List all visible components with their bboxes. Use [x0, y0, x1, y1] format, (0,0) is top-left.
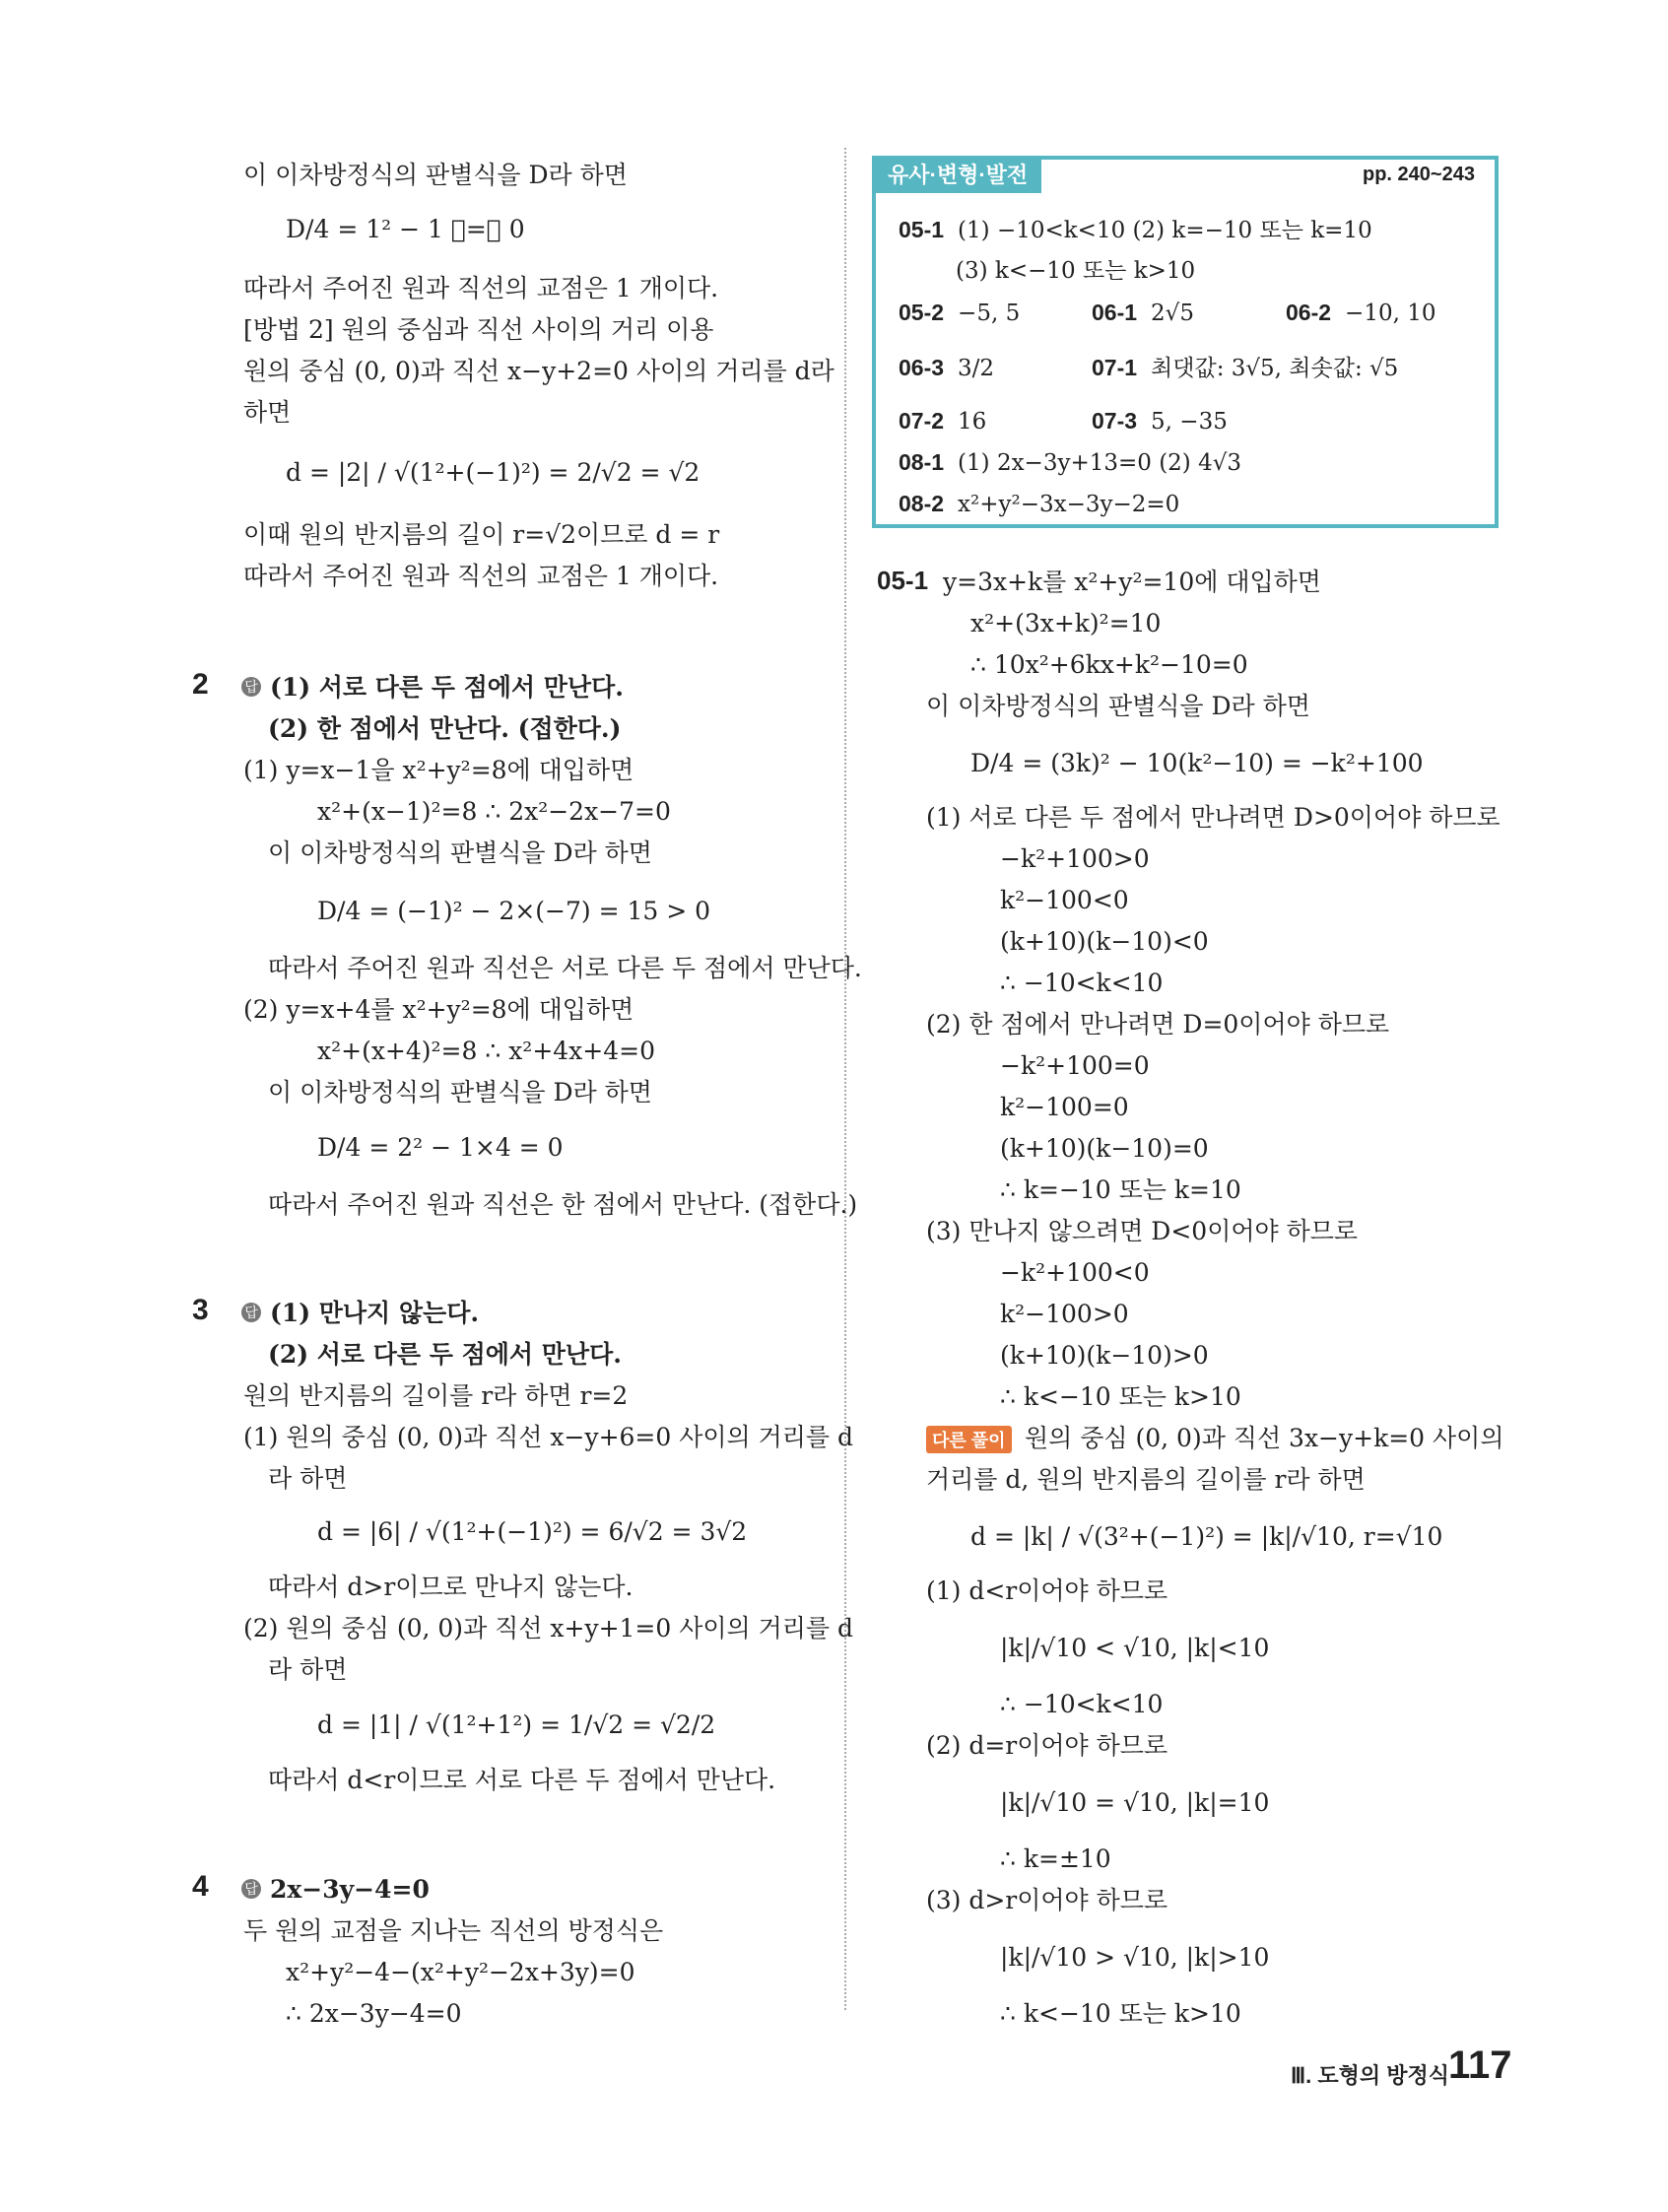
text-line: ∴ k=±10: [1000, 1844, 1111, 1873]
answer-circle-icon: 답: [241, 677, 261, 697]
answer-row: [899, 489, 1179, 519]
text-line: 라 하면: [268, 1655, 348, 1684]
text-line: 따라서 d>r이므로 만나지 않는다.: [268, 1573, 634, 1601]
problem-number: 3: [192, 1294, 209, 1326]
text-line: 따라서 d<r이므로 서로 다른 두 점에서 만난다.: [268, 1766, 776, 1794]
text-line: d = |1| / √(1²+1²) = 1/√2 = √2/2: [317, 1710, 716, 1739]
answer-row: [956, 256, 1195, 286]
answer-value: (1) 2x−3y+13=0 (2) 4√3: [958, 450, 1242, 476]
text-line: (2) 원의 중심 (0, 0)과 직선 x+y+1=0 사이의 거리를 d: [243, 1614, 854, 1642]
text-line: 라 하면: [268, 1464, 348, 1493]
text-line: [방법 2] 원의 중심과 직선 사이의 거리 이용: [243, 315, 714, 344]
answer-code: 05-1: [899, 217, 945, 242]
text-line: 두 원의 교점을 지나는 직선의 방정식은: [243, 1916, 664, 1945]
text-line: D/4 = (3k)² − 10(k²−10) = −k²+100: [970, 749, 1424, 777]
answer-row: [899, 298, 1020, 328]
text-line: 이 이차방정식의 판별식을 D라 하면: [926, 692, 1310, 720]
text-line: (k+10)(k−10)=0: [1000, 1134, 1209, 1163]
answer-code: 07-3: [1092, 408, 1138, 434]
text-line: (2) 서로 다른 두 점에서 만난다.: [268, 1340, 622, 1369]
page-number: 117: [1448, 2044, 1512, 2087]
answer-code: 07-2: [899, 408, 945, 434]
text-line: ∴ −10<k<10: [1000, 1690, 1164, 1718]
text-line: (k+10)(k−10)<0: [1000, 927, 1209, 956]
text-line: d = |k| / √(3²+(−1)²) = |k|/√10, r=√10: [970, 1522, 1443, 1551]
answer-row: [1092, 353, 1398, 383]
text-line: 이때 원의 반지름의 길이 r=√2이므로 d = r: [243, 520, 720, 549]
text-line: 하면: [243, 398, 292, 427]
answer-value: 16: [958, 409, 987, 435]
text-line: ∴ k<−10 또는 k>10: [1000, 1382, 1241, 1411]
answer-row: [1092, 406, 1228, 436]
text-line: (2) 한 점에서 만나려면 D=0이어야 하므로: [926, 1010, 1390, 1039]
other-solution-tag: 다른 풀이: [926, 1426, 1012, 1453]
answer-box-pages: pp. 240~243: [1363, 164, 1475, 185]
text-line: (2) 한 점에서 만난다. (접한다.): [268, 714, 622, 743]
text-line: (3) d>r이어야 하므로: [926, 1886, 1168, 1914]
text-line: ∴ k=−10 또는 k=10: [1000, 1175, 1241, 1204]
answer-value: (1) −10<k<10 (2) k=−10 또는 k=10: [958, 218, 1372, 243]
text-line: (1) d<r이어야 하므로: [926, 1576, 1168, 1605]
text-line: |k|/√10 < √10, |k|<10: [1000, 1634, 1270, 1662]
text-line: 따라서 주어진 원과 직선의 교점은 1 개이다.: [243, 274, 719, 302]
text-line: d = |2| / √(1²+(−1)²) = 2/√2 = √2: [286, 458, 701, 487]
answer-row: [1092, 298, 1194, 328]
text-line: k²−100<0: [1000, 886, 1129, 914]
text-line: x²+y²−4−(x²+y²−2x+3y)=0: [286, 1958, 635, 1986]
answer-value: (3) k<−10 또는 k>10: [956, 258, 1196, 284]
text-line: |k|/√10 = √10, |k|=10: [1000, 1788, 1270, 1817]
text-line: 이 이차방정식의 판별식을 D라 하면: [268, 1078, 652, 1106]
answer-row: [899, 215, 1372, 245]
answer-code: 06-3: [899, 355, 945, 380]
text-line: ∴ 2x−3y−4=0: [286, 1999, 462, 2028]
text-line: (1) 서로 다른 두 점에서 만난다.: [270, 673, 624, 702]
text-line: 2x−3y−4=0: [270, 1875, 430, 1904]
text-line: x²+(x−1)²=8 ∴ 2x²−2x−7=0: [317, 797, 671, 826]
answer-circle-icon: 답: [241, 1879, 261, 1899]
text-line: (2) d=r이어야 하므로: [926, 1731, 1168, 1760]
text-line: (k+10)(k−10)>0: [1000, 1341, 1209, 1370]
text-line: (1) 원의 중심 (0, 0)과 직선 x−y+6=0 사이의 거리를 d: [243, 1423, 854, 1451]
text-line: ∴ k<−10 또는 k>10: [1000, 1999, 1241, 2028]
text-line: 따라서 주어진 원과 직선의 교점은 1 개이다.: [243, 562, 719, 590]
answer-circle-icon: 답: [241, 1303, 261, 1322]
solution-label: 05-1: [877, 566, 929, 595]
text-line: (1) 만나지 않는다.: [270, 1299, 480, 1327]
answer-value: −5, 5: [958, 301, 1021, 326]
text-line: −k²+100<0: [1000, 1258, 1150, 1287]
answer-value: 3/2: [958, 356, 995, 381]
text-line: 이 이차방정식의 판별식을 D라 하면: [268, 838, 652, 867]
text-line: |k|/√10 > √10, |k|>10: [1000, 1943, 1270, 1972]
answer-code: 06-2: [1286, 300, 1332, 325]
text-line: x²+(3x+k)²=10: [970, 609, 1162, 637]
answer-code: 06-1: [1092, 300, 1138, 325]
answer-row: [899, 406, 986, 436]
text-line: k²−100=0: [1000, 1093, 1129, 1121]
text-line: (2) y=x+4를 x²+y²=8에 대입하면: [243, 995, 634, 1024]
answer-value: 최댓값: 3√5, 최솟값: √5: [1151, 356, 1399, 381]
answer-row: [1286, 298, 1435, 328]
problem-number: 2: [192, 668, 209, 701]
answer-code: 08-2: [899, 491, 945, 516]
text-line: 거리를 d, 원의 반지름의 길이를 r라 하면: [926, 1465, 1366, 1494]
text-line: 이 이차방정식의 판별식을 D라 하면: [243, 161, 628, 189]
text-line: (3) 만나지 않으려면 D<0이어야 하므로: [926, 1217, 1359, 1245]
text-line: 원의 반지름의 길이를 r라 하면 r=2: [243, 1381, 629, 1410]
answer-value: 5, −35: [1151, 409, 1228, 435]
problem-number: 4: [192, 1870, 209, 1903]
footer-chapter: Ⅲ. 도형의 방정식: [1291, 2063, 1450, 2088]
answer-code: 05-2: [899, 300, 945, 325]
text-line: 원의 중심 (0, 0)과 직선 3x−y+k=0 사이의: [1025, 1424, 1504, 1452]
text-line: (1) 서로 다른 두 점에서 만나려면 D>0이어야 하므로: [926, 803, 1501, 832]
column-divider: [844, 148, 846, 2010]
text-line: ∴ 10x²+6kx+k²−10=0: [970, 650, 1248, 679]
text-line: k²−100>0: [1000, 1300, 1129, 1328]
answer-code: 07-1: [1092, 355, 1138, 380]
answer-row: [899, 447, 1241, 478]
answer-code: 08-1: [899, 449, 945, 475]
text-line: −k²+100>0: [1000, 844, 1150, 873]
answer-box-header: 유사·변형·발전: [874, 158, 1041, 193]
text-line: 따라서 주어진 원과 직선은 서로 다른 두 점에서 만난다.: [268, 954, 862, 982]
text-line: D/4 = (−1)² − 2×(−7) = 15 > 0: [317, 897, 711, 925]
answer-value: x²+y²−3x−3y−2=0: [958, 492, 1180, 517]
text-line: d = |6| / √(1²+(−1)²) = 6/√2 = 3√2: [317, 1517, 748, 1546]
text-line: D/4 = 2² − 1×4 = 0: [317, 1133, 564, 1162]
text-line: 따라서 주어진 원과 직선은 한 점에서 만난다. (접한다.): [268, 1190, 858, 1219]
answer-row: [899, 353, 994, 383]
text-line: D/4 = 1² − 1 ⃞=⃞ 0: [286, 215, 525, 243]
text-line: (1) y=x−1을 x²+y²=8에 대입하면: [243, 756, 634, 784]
text-line: −k²+100=0: [1000, 1051, 1150, 1080]
text-line: x²+(x+4)²=8 ∴ x²+4x+4=0: [317, 1037, 655, 1065]
text-line: y=3x+k를 x²+y²=10에 대입하면: [943, 568, 1321, 596]
text-line: 원의 중심 (0, 0)과 직선 x−y+2=0 사이의 거리를 d라: [243, 357, 834, 385]
text-line: ∴ −10<k<10: [1000, 969, 1164, 997]
answer-value: −10, 10: [1345, 301, 1436, 326]
answer-value: 2√5: [1151, 301, 1194, 326]
